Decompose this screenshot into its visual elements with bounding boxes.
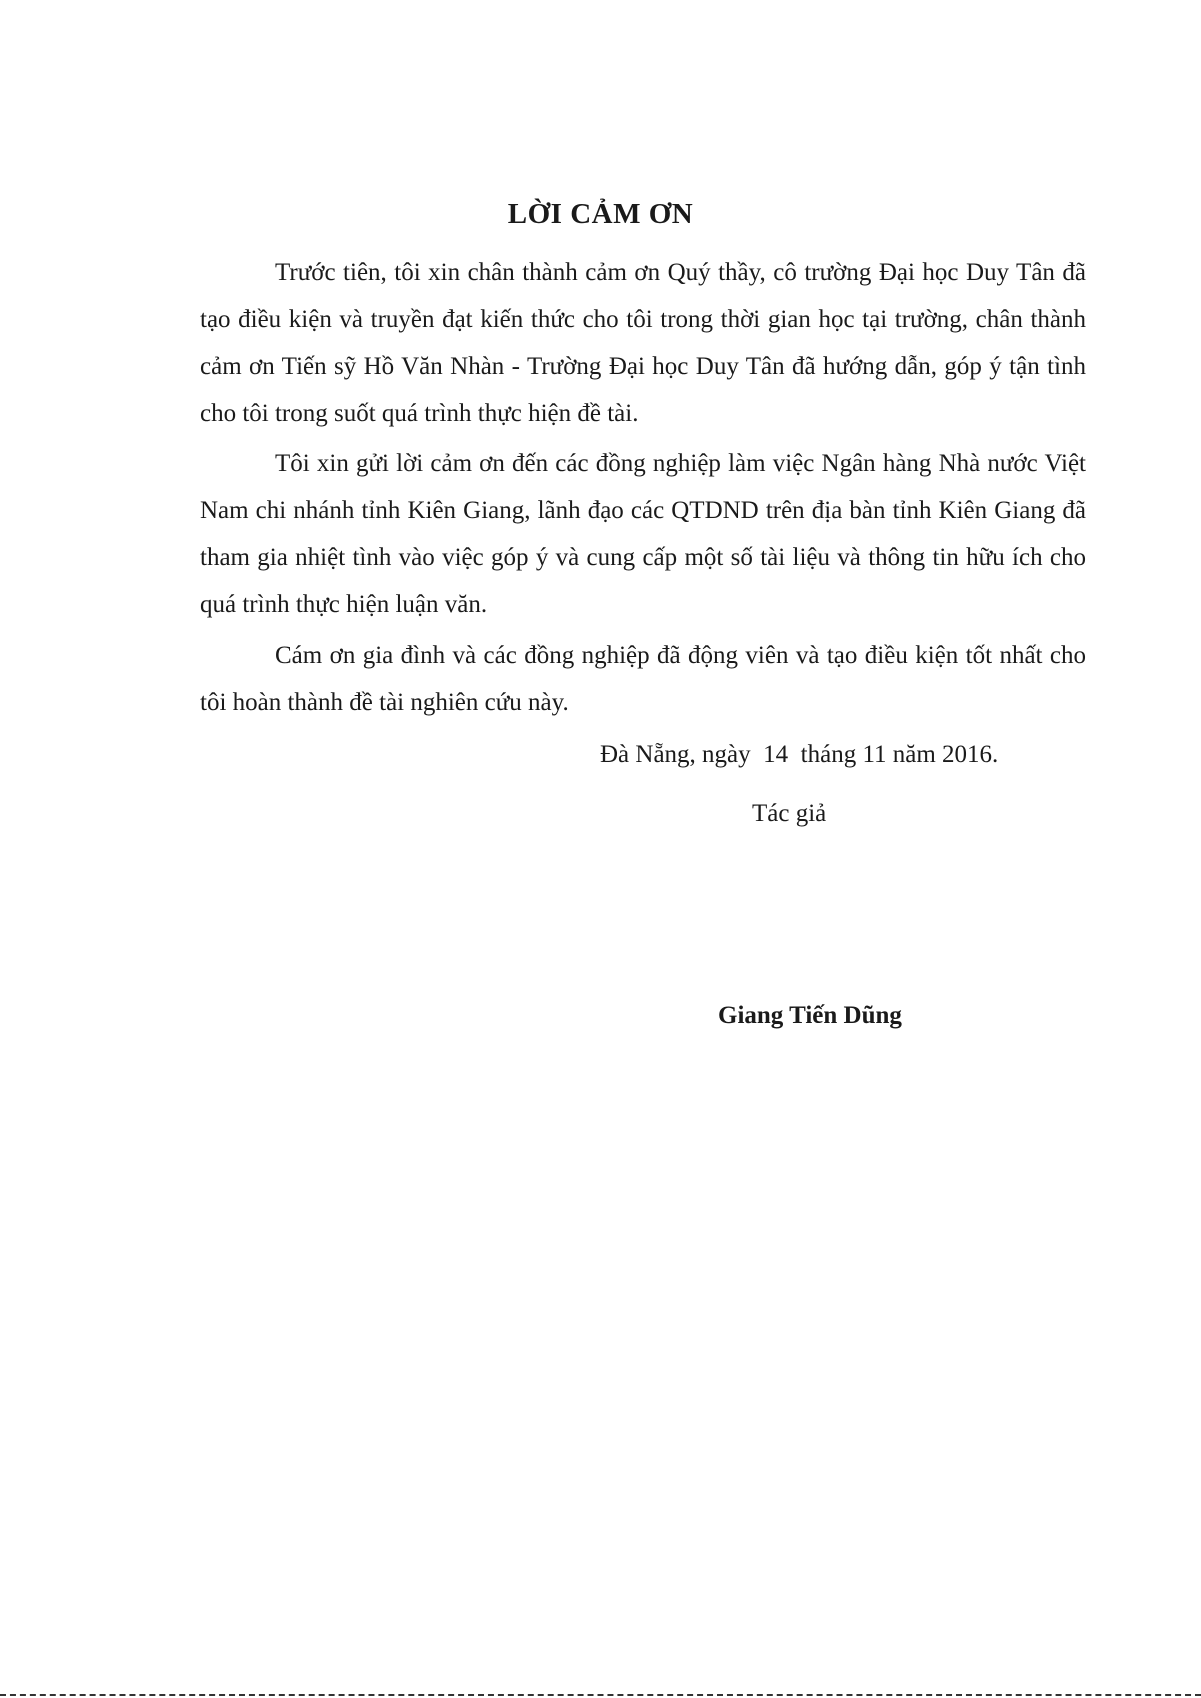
paragraph-2: Tôi xin gửi lời cảm ơn đến các đồng nghiệp làm việc Ngân hàng Nhà nước Việt Nam chi nhánh tỉnh Kiên Giang, lãnh đạo các QTDND trên địa bàn tỉnh Kiên Giang đã tham gia nhiệt tình vào việc góp ý và cung cấp một số tài liệu và thông tin hữu ích cho quá trình thực hiện luận văn. bbox=[200, 450, 1086, 618]
page-bottom-divider bbox=[0, 1694, 1201, 1696]
date-line: Đà Nẵng, ngày 14 tháng 11 năm 2016. bbox=[600, 741, 999, 768]
page-title: LỜI CẢM ƠN bbox=[507, 198, 694, 230]
author-label: Tác giả bbox=[752, 800, 827, 827]
paragraph-1: Trước tiên, tôi xin chân thành cảm ơn Quý thầy, cô trường Đại học Duy Tân đã tạo điều kiện và truyền đạt kiến thức cho tôi trong thời gian học tại trường, chân thành cảm ơn Tiến sỹ Hồ Văn Nhàn - Trường Đại học Duy Tân đã hướng dẫn, góp ý tận tình cho tôi trong suốt quá trình thực hiện đề tài. bbox=[200, 259, 1086, 427]
author-name: Giang Tiến Dũng bbox=[718, 1002, 902, 1029]
paragraph-3: Cám ơn gia đình và các đồng nghiệp đã động viên và tạo điều kiện tốt nhất cho tôi hoàn thành đề tài nghiên cứu này. bbox=[200, 642, 1086, 716]
